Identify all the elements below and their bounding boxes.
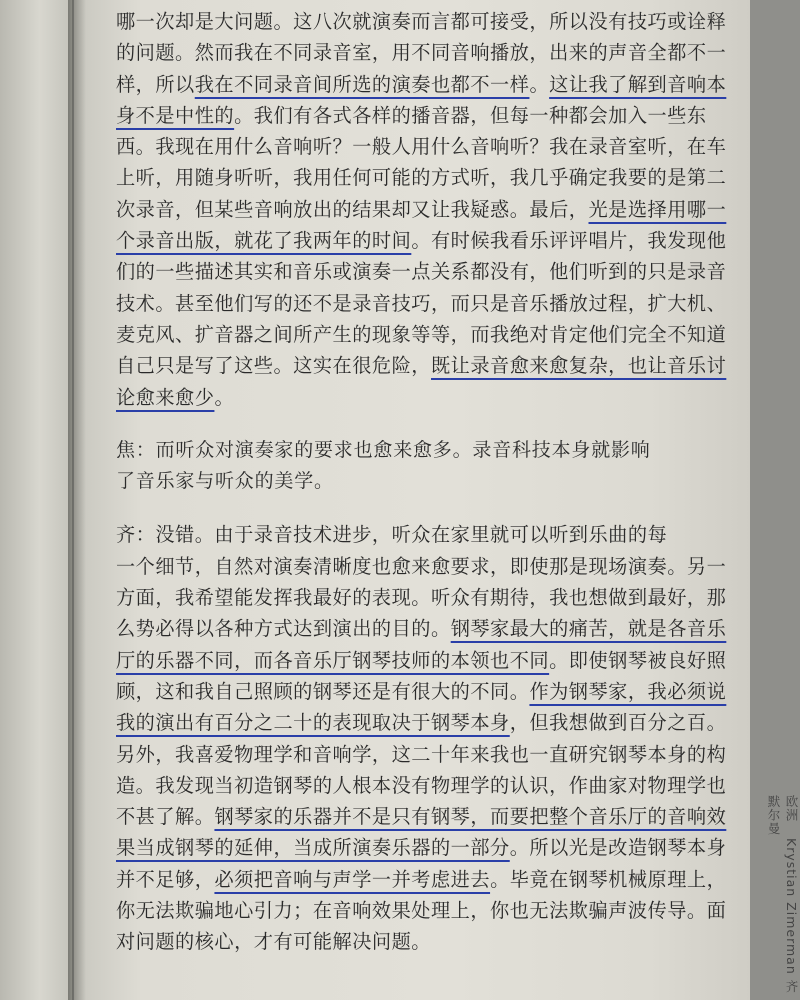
underlined-text: 钢琴家最大的痛苦，就是各音乐 [450,617,727,641]
running-head-name-en: Krystian Zimerman [784,838,799,975]
underlined-text: 我的演出有百分之二十的表现取决于钢琴本身 [116,711,510,735]
text-line [116,225,727,256]
text-line [116,256,727,287]
underlined-text: 身不是中性的 [116,103,235,127]
underlined-text: 论愈来愈少 [116,385,215,409]
text-run: 技术。甚至他们写的还不是录音技巧，而只是音乐播放过程，扩大机、 [116,291,727,315]
text-line [116,162,727,193]
text-line [116,551,727,582]
underlined-text: 果当成钢琴的延伸，当成所演奏乐器的一部分 [116,836,510,860]
underlined-text: 厅的乐器不同，而各音乐厅钢琴技师的本领也不同 [116,648,550,672]
text-line [116,37,727,68]
text-run: 次录音，但某些音响放出的结果却又让我疑惑。最后， [116,197,589,221]
text-line [116,739,727,770]
text-run: 一个细节，自然对演奏清晰度也愈来愈要求，即使那是现场演奏。另一 [116,554,727,578]
text-run: 。 [214,385,235,409]
text-run: 方面，我希望能发挥我最好的表现。听众有期待，我也想做到最好，那 [116,586,727,610]
text-line [116,770,727,801]
text-run: 西。我现在用什么音响听？一般人用什么音响听？我在录音室听，在车 [116,135,727,159]
text-line [116,926,682,957]
book-gutter-shadow [68,0,86,1000]
previous-page-edge [0,0,72,1000]
text-run: 。 [529,72,550,96]
text-run: 的问题。然而我在不同录音室，用不同音响播放，出来的声音全都不一 [116,41,727,65]
paragraph-narrative [116,6,727,413]
text-run: 样，所以 [116,72,195,96]
underlined-text: 必须把音响与声学一并考虑进去 [214,867,491,891]
text-line [116,582,727,613]
text-line [116,613,727,644]
underlined-text: 作为钢琴家，我必须说 [529,679,727,703]
underlined-text: 钢琴家的乐器并不是只有钢琴，而要把整个音乐厅的音响效 [214,805,727,829]
text-line [116,519,682,550]
text-run: 了音乐家与听众的美学。 [116,470,334,493]
text-run: 哪一次却是大问题。这八次就演奏而言都可接受，所以没有技巧或诠释 [116,10,727,33]
text-line [116,832,727,863]
paragraph-answer [116,519,727,957]
text-run: 。即使钢琴被良好照 [549,648,727,672]
text-line [116,382,682,413]
text-run: 不甚了解。 [116,805,215,829]
running-head-name-zh: 齐默尔曼 [766,795,799,994]
text-line [116,466,682,497]
text-line [116,645,727,676]
text-line [116,194,727,225]
book-page [74,0,799,1000]
text-run: 。所以光是改造钢琴本身 [509,836,727,860]
underlined-text: 我在不同录音间所选的演奏也都不一样 [194,72,530,96]
text-line [116,707,727,738]
text-run: ，但我想做到百分之百。 [509,711,727,735]
text-run: 自己只是写了这些。这实在很危险， [116,354,431,378]
running-head-region: 欧洲 [784,795,799,822]
text-run: 上听，用随身听听，我用任何可能的方式听，我几乎确定我要的是第二 [116,166,727,190]
text-line [116,69,727,100]
text-run: 。毕竟在钢琴机械原理上， [490,867,727,891]
text-run: 。有时候我看乐评评唱片，我发现他 [411,229,727,253]
text-run: 麦克风、扩音器之间所产生的现象等等，而我绝对肯定他们完全不知道 [116,322,727,346]
text-line [116,864,727,895]
text-line [116,100,707,131]
text-line [116,131,727,162]
text-line [116,6,727,37]
text-run: 你无法欺骗地心引力；在音响效果处理上，你也无法欺骗声波传导。面 [116,899,727,923]
text-run: 并不足够， [116,867,215,891]
text-line [116,288,727,319]
text-run: 对问题的核心，才有可能解决问题。 [116,930,431,954]
text-run: 们的一些描述其实和音乐或演奏一点关系都没有，他们听到的只是录音 [116,260,727,284]
running-head [764,795,800,1000]
text-run: 齐：没错。由于录音技术进步，听众在家里就可以听到乐曲的每 [116,523,668,547]
text-run: 顾，这和我自己照顾的钢琴还是有很大的不同。 [116,679,530,703]
text-line [116,676,727,707]
underlined-text: 光是选择用哪一 [588,197,727,221]
text-line [116,801,727,832]
underlined-text: 这让我了解到音响本 [549,72,727,96]
body-text [116,6,727,958]
text-line [116,895,727,926]
text-run: 造。我发现当初造钢琴的人根本没有物理学的认识，作曲家对物理学也 [116,773,727,797]
underlined-text: 个录音出版，就花了我两年的时间 [116,229,412,253]
text-line [116,435,682,466]
text-run: 么势必得以各种方式达到演出的目的。 [116,617,451,641]
text-line [116,350,727,381]
text-run: 另外，我喜爱物理学和音响学，这二十年来我也一直研究钢琴本身的构 [116,742,727,766]
paragraph-question [116,435,682,498]
text-line [116,319,727,350]
text-run: 焦：而听众对演奏家的要求也愈来愈多。录音科技本身就影响 [116,438,651,461]
underlined-text: 既让录音愈来愈复杂，也让音乐讨 [431,354,727,378]
text-run: 。我们有各式各样的播音器，但每一种都会加入一些东 [234,103,707,127]
